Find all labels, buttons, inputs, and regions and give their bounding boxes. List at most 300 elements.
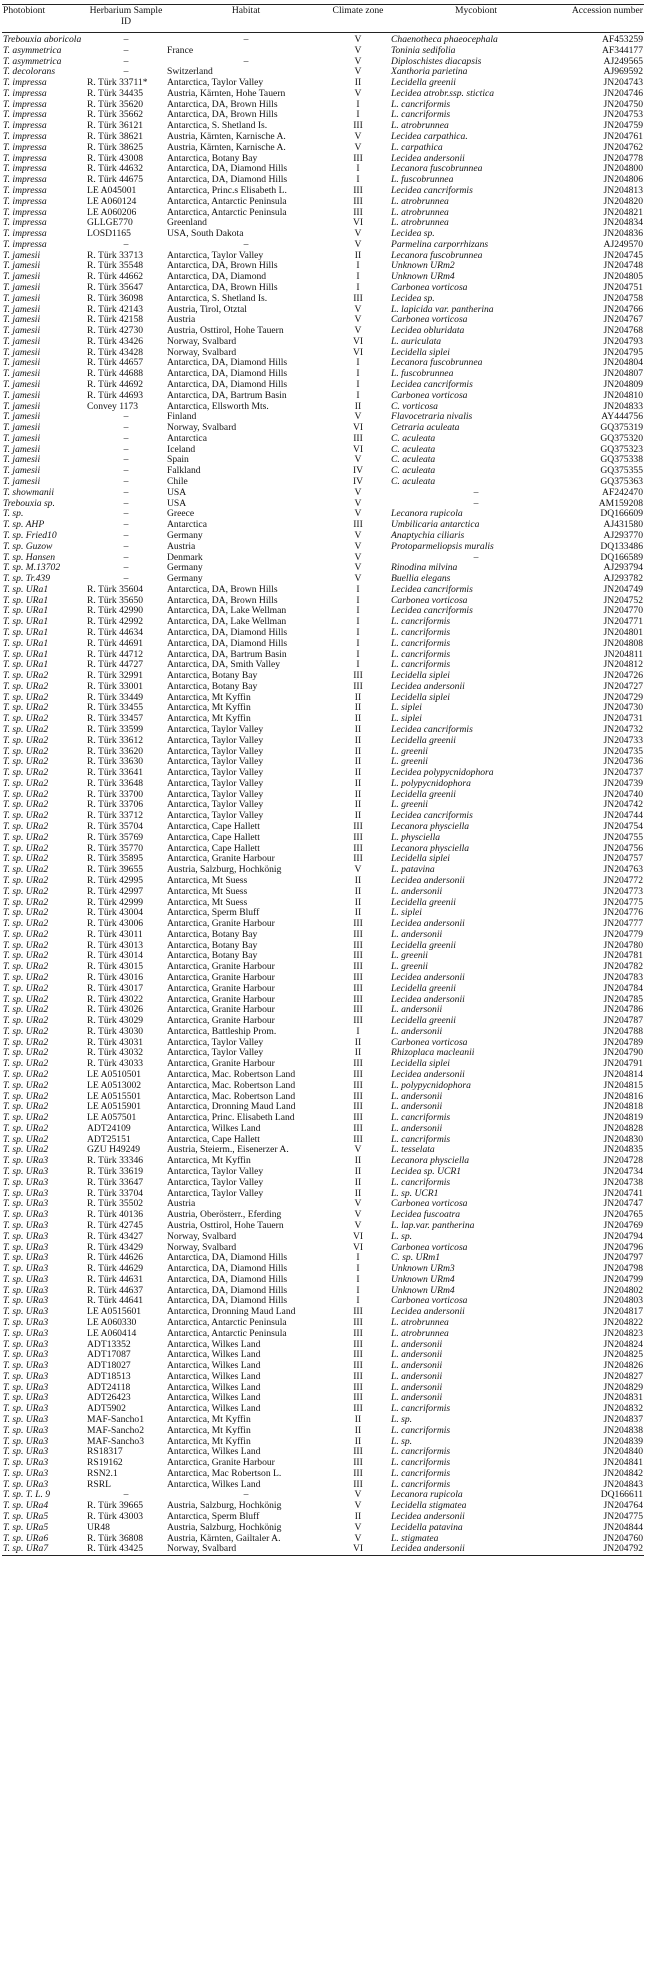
cell-habitat: Antarctica, Mt Kyffin	[167, 1436, 251, 1447]
cell-mycobiont: L. cancriformis	[391, 1134, 451, 1145]
cell-habitat: Austria	[167, 541, 196, 552]
cell-sample-id: ADT18027	[87, 1361, 131, 1372]
cell-mycobiont: Lecidella greenii	[391, 1016, 456, 1027]
cell-habitat: USA	[167, 487, 187, 498]
cell-habitat: Norway, Svalbard	[166, 1544, 326, 1555]
cell-sample-id: RSN2.1	[87, 1468, 118, 1479]
table-row	[2, 499, 644, 510]
cell-sample-id: R. Türk 35770	[87, 843, 144, 854]
cell-mycobiont: Lecidea cancriformis	[391, 584, 473, 595]
cell-mycobiont: Protoparmeliopsis muralis	[391, 541, 494, 552]
cell-sample-id: –	[123, 423, 129, 434]
cell-photobiont: T. jamesii	[3, 358, 41, 369]
cell-photobiont: T. impressa	[3, 121, 47, 132]
cell-habitat: Greenland	[167, 218, 207, 229]
cell-climate-zone: I	[356, 99, 360, 110]
cell-climate-zone: V	[354, 239, 362, 250]
table-row	[2, 639, 644, 650]
table-row	[2, 1210, 644, 1221]
cell-climate-zone: I	[356, 282, 360, 293]
cell-photobiont: T. jamesii	[3, 412, 41, 423]
cell-habitat: Antarctica, Cape Hallett	[167, 822, 260, 833]
cell-mycobiont: L. andersonii	[391, 1091, 443, 1102]
cell-photobiont: T. sp. URa2	[3, 843, 49, 854]
table-row	[2, 197, 644, 208]
table-row	[2, 1307, 644, 1318]
cell-mycobiont: Umbilicaria antarctica	[391, 520, 480, 531]
cell-mycobiont: Lecanora rupicola	[391, 1490, 463, 1501]
cell-accession: JN204805	[603, 272, 643, 283]
cell-accession: JN204743	[603, 78, 643, 89]
cell-sample-id: R. Türk 35620	[87, 99, 144, 110]
header-photobiont: Photobiont	[2, 5, 86, 33]
cell-mycobiont: Lecidella greenii	[391, 735, 456, 746]
cell-climate-zone: I	[356, 272, 360, 283]
cell-accession: JN204772	[603, 875, 643, 886]
cell-habitat: Antarctica, DA, Diamond Hills	[167, 627, 288, 638]
cell-habitat: Antarctica, Wilkes Land	[167, 1339, 261, 1350]
cell-sample-id: R. Türk 43004	[87, 908, 144, 919]
cell-accession: JN204761	[603, 132, 643, 143]
cell-climate-zone: V	[354, 88, 362, 99]
cell-photobiont: T. sp. URa3	[3, 1425, 49, 1436]
cell-accession: AF242470	[601, 487, 643, 498]
cell-sample-id: LOSD1165	[87, 229, 131, 240]
table-row	[2, 391, 644, 402]
cell-photobiont: T. sp. URa4	[3, 1501, 49, 1512]
cell-climate-zone: V	[354, 326, 362, 337]
cell-climate-zone: V	[354, 45, 362, 56]
cell-mycobiont: Chaenotheca phaeocephala	[391, 34, 498, 45]
cell-photobiont: T. sp. URa2	[3, 1016, 49, 1027]
table-row	[2, 1447, 644, 1458]
cell-accession: JN204790	[603, 1048, 643, 1059]
cell-mycobiont: Rinodina milvina	[391, 563, 458, 574]
cell-mycobiont: Lecidea fuscoatra	[391, 1210, 461, 1221]
cell-sample-id: R. Türk 35650	[87, 595, 144, 606]
cell-mycobiont: L. carpathica	[391, 142, 443, 153]
cell-mycobiont: L. andersonii	[391, 886, 443, 897]
table-row	[2, 962, 644, 973]
cell-photobiont: T. impressa	[3, 229, 47, 240]
cell-climate-zone: I	[356, 110, 360, 121]
cell-accession: JN204771	[603, 617, 643, 628]
cell-climate-zone: III	[353, 1371, 363, 1382]
cell-mycobiont: L. andersonii	[391, 1371, 443, 1382]
cell-climate-zone: II	[354, 811, 362, 822]
table-row	[2, 531, 644, 542]
cell-sample-id: R. Türk 35604	[87, 584, 144, 595]
cell-mycobiont: Lecidella siplei	[391, 671, 450, 682]
cell-climate-zone: V	[354, 34, 362, 45]
cell-sample-id: R. Türk 33700	[87, 789, 144, 800]
cell-mycobiont: L. stigmatea	[391, 1533, 439, 1544]
cell-sample-id: R. Türk 33346	[87, 1156, 144, 1167]
cell-mycobiont: Lecidea sp. UCR1	[391, 1167, 462, 1178]
cell-climate-zone: VI	[352, 218, 364, 229]
cell-accession: JN204736	[603, 757, 643, 768]
cell-photobiont: T. sp.	[3, 509, 24, 520]
cell-climate-zone: V	[354, 67, 362, 78]
table-row	[2, 326, 644, 337]
cell-climate-zone: V	[354, 498, 362, 509]
cell-habitat: Denmark	[167, 552, 203, 563]
cell-mycobiont: L. cancriformis	[391, 649, 451, 660]
table-row	[2, 1361, 644, 1372]
cell-mycobiont: L. cancriformis	[391, 99, 451, 110]
table-row	[2, 33, 644, 46]
cell-habitat: Antarctica, Granite Harbour	[167, 972, 275, 983]
cell-accession: JN204782	[603, 962, 643, 973]
cell-sample-id: ADT24109	[87, 1123, 131, 1134]
cell-habitat: Antarctica, Mt Kyffin	[167, 1425, 251, 1436]
cell-photobiont: T. sp. URa3	[3, 1253, 49, 1264]
cell-sample-id: R. Türk 35548	[87, 261, 144, 272]
cell-mycobiont: L. fuscobrunnea	[391, 369, 454, 380]
cell-habitat: Antarctica, DA, Diamond Hills	[167, 638, 288, 649]
cell-accession: JN204786	[603, 1005, 643, 1016]
cell-accession: JN204807	[603, 369, 643, 380]
cell-photobiont: T. sp. URa1	[3, 649, 49, 660]
cell-sample-id: R. Türk 43022	[87, 994, 144, 1005]
table-row	[2, 67, 644, 78]
cell-accession: JN204831	[603, 1393, 643, 1404]
cell-accession: JN204811	[603, 649, 643, 660]
table-row	[2, 844, 644, 855]
cell-mycobiont: Lecanora fuscobrunnea	[391, 250, 483, 261]
cell-climate-zone: III	[353, 962, 363, 973]
cell-habitat: Austria	[167, 1199, 196, 1210]
cell-sample-id: R. Türk 35502	[87, 1199, 144, 1210]
table-row	[2, 1318, 644, 1329]
cell-climate-zone: V	[354, 1501, 362, 1512]
cell-accession: JN204818	[603, 1102, 643, 1113]
cell-photobiont: T. impressa	[3, 99, 47, 110]
cell-climate-zone: I	[356, 638, 360, 649]
cell-sample-id: R. Türk 40136	[87, 1210, 144, 1221]
cell-mycobiont: L. cancriformis	[391, 1479, 451, 1490]
cell-climate-zone: V	[354, 455, 362, 466]
cell-accession: DQ166611	[600, 1490, 643, 1501]
cell-accession: JN204842	[603, 1468, 643, 1479]
cell-photobiont: T. sp. URa3	[3, 1371, 49, 1382]
cell-sample-id: R. Türk 33599	[87, 725, 144, 735]
cell-photobiont: T. sp. URa5	[3, 1512, 49, 1523]
cell-sample-id: R. Türk 32991	[87, 671, 144, 682]
cell-habitat: –	[243, 1490, 249, 1501]
cell-habitat: Antarctica, S. Shetland Is.	[167, 293, 268, 304]
cell-accession: JN204795	[603, 347, 643, 358]
cell-sample-id: –	[123, 487, 129, 498]
cell-sample-id: –	[123, 34, 129, 45]
cell-climate-zone: III	[353, 1080, 363, 1091]
cell-habitat: Antarctica, Wilkes Land	[167, 1350, 261, 1361]
cell-sample-id: MAF-Sancho3	[87, 1436, 145, 1447]
header-accession-number: Accession number	[562, 5, 644, 33]
cell-photobiont: T. sp. URa2	[3, 725, 49, 735]
table-row	[2, 1544, 644, 1555]
cell-climate-zone: VI	[352, 336, 364, 347]
cell-habitat: Antarctica, Antarctic Peninsula	[167, 196, 287, 207]
table-row	[2, 1458, 644, 1469]
table-row	[2, 1264, 644, 1275]
cell-climate-zone: VI	[352, 1231, 364, 1242]
cell-accession: JN204794	[603, 1231, 643, 1242]
cell-accession: JN204827	[603, 1371, 643, 1382]
cell-habitat: Antarctica, Taylor Valley	[167, 1188, 264, 1199]
cell-mycobiont: L. cancriformis	[391, 638, 451, 649]
table-row	[2, 121, 644, 132]
cell-accession: JN204840	[603, 1447, 643, 1458]
table-row	[2, 693, 644, 704]
cell-climate-zone: I	[356, 175, 360, 186]
cell-photobiont: T. sp. URa3	[3, 1404, 49, 1415]
cell-sample-id: R. Türk 42999	[87, 897, 144, 908]
cell-accession: JN204825	[603, 1350, 643, 1361]
cell-mycobiont: Lecidella greenii	[391, 983, 456, 994]
cell-habitat: Antarctica, DA, Diamond Hills	[167, 1274, 288, 1285]
cell-sample-id: –	[123, 56, 129, 67]
cell-climate-zone: II	[354, 714, 362, 725]
cell-mycobiont: L. patavina	[391, 865, 435, 876]
cell-sample-id: R. Türk 33001	[87, 681, 144, 692]
cell-photobiont: T. asymmetrica	[3, 56, 62, 67]
cell-sample-id: –	[123, 444, 129, 455]
cell-climate-zone: V	[354, 563, 362, 574]
cell-accession: JN204816	[603, 1091, 643, 1102]
cell-photobiont: T. asymmetrica	[3, 45, 62, 56]
cell-accession: JN204829	[603, 1382, 643, 1393]
cell-climate-zone: II	[354, 401, 362, 412]
cell-mycobiont: Lecidea cancriformis	[391, 380, 473, 390]
cell-sample-id: –	[123, 541, 129, 552]
cell-climate-zone: I	[356, 1026, 360, 1037]
cell-accession: JN204826	[603, 1361, 643, 1372]
cell-habitat: –	[243, 34, 249, 45]
cell-accession: JN204773	[603, 886, 643, 897]
cell-mycobiont: Lecidea andersonii	[391, 1070, 465, 1080]
table-row	[2, 509, 644, 520]
cell-habitat: Antarctica, Cape Hallett	[167, 832, 260, 843]
cell-mycobiont: Lecanora physciella	[391, 822, 470, 833]
cell-photobiont: T. sp. URa2	[3, 692, 49, 703]
cell-habitat: Antarctica, DA, Brown Hills	[167, 282, 278, 293]
cell-mycobiont: L. greenii	[391, 800, 428, 811]
cell-accession: JN204780	[603, 940, 643, 951]
cell-habitat: Antarctica, Mt Kyffin	[167, 692, 251, 703]
cell-accession: JN204797	[603, 1253, 643, 1264]
cell-photobiont: T. sp. URa2	[3, 1091, 49, 1102]
cell-sample-id: MAF-Sancho2	[87, 1425, 145, 1436]
cell-climate-zone: III	[353, 1307, 363, 1318]
cell-climate-zone: III	[353, 854, 363, 865]
cell-climate-zone: II	[354, 1167, 362, 1178]
cell-climate-zone: I	[356, 1253, 360, 1264]
cell-habitat: Antarctica, Sperm Bluff	[167, 908, 260, 919]
cell-habitat: Antarctica, Mt Suess	[167, 886, 248, 897]
cell-photobiont: T. sp. URa3	[3, 1188, 49, 1199]
cell-mycobiont: L. greenii	[391, 962, 428, 973]
cell-climate-zone: V	[354, 1199, 362, 1210]
cell-habitat: Antarctica, Mt Kyffin	[167, 1415, 251, 1425]
cell-mycobiont: L. lapicida var. pantherina	[391, 304, 494, 315]
cell-sample-id: MAF-Sancho1	[87, 1415, 145, 1425]
cell-photobiont: T. jamesii	[3, 433, 41, 444]
cell-habitat: Antarctica, Antarctic Peninsula	[167, 1317, 287, 1328]
cell-habitat: Antarctica, Granite Harbour	[167, 854, 275, 865]
cell-climate-zone: V	[354, 1220, 362, 1231]
cell-accession: JN204740	[603, 789, 643, 800]
cell-photobiont: T. sp. URa5	[3, 1522, 49, 1533]
cell-habitat: Antarctica, Taylor Valley	[167, 746, 264, 757]
cell-sample-id: R. Türk 43032	[87, 1048, 144, 1059]
cell-habitat: Antarctica, Wilkes Land	[167, 1404, 261, 1415]
cell-climate-zone: V	[354, 304, 362, 315]
table-row	[2, 488, 644, 499]
cell-habitat: Antarctica, Botany Bay	[167, 671, 258, 682]
cell-accession: GQ375319	[600, 423, 643, 434]
cell-habitat: Antarctica, Mac. Robertson Land	[167, 1080, 296, 1091]
cell-climate-zone: III	[353, 1005, 363, 1016]
cell-mycobiont: Unknown URm4	[391, 272, 455, 283]
table-row	[2, 671, 644, 682]
cell-accession: JN204747	[603, 1199, 643, 1210]
cell-photobiont: T. sp. URa3	[3, 1361, 49, 1372]
cell-photobiont: T. jamesii	[3, 272, 41, 283]
table-row	[2, 1490, 644, 1501]
cell-accession: AF344177	[601, 45, 643, 56]
cell-photobiont: T. sp. URa3	[3, 1350, 49, 1361]
cell-accession: JN204833	[603, 401, 643, 412]
cell-photobiont: T. jamesii	[3, 282, 41, 293]
cell-mycobiont: L. cancriformis	[391, 1468, 451, 1479]
cell-habitat: Antarctica, Wilkes Land	[167, 1123, 261, 1134]
cell-sample-id: R. Türk 44727	[87, 660, 144, 671]
cell-photobiont: T. sp. URa1	[3, 617, 49, 628]
cell-habitat: Antarctica, Botany Bay	[167, 681, 258, 692]
cell-habitat: USA	[167, 498, 187, 509]
cell-accession: JN204776	[603, 908, 643, 919]
cell-mycobiont: Lecidea andersonii	[391, 875, 465, 886]
cell-habitat: Falkland	[167, 466, 201, 477]
table-row	[2, 337, 644, 348]
cell-accession: JN204764	[603, 1501, 643, 1512]
cell-photobiont: T. sp. URa2	[3, 778, 49, 789]
cell-sample-id: R. Türk 33641	[87, 768, 144, 779]
table-row	[2, 1167, 644, 1178]
table-row	[2, 876, 644, 887]
cell-photobiont: T. sp. URa2	[3, 832, 49, 843]
cell-photobiont: T. impressa	[3, 78, 47, 89]
cell-accession: AJ293782	[603, 574, 643, 585]
cell-accession: JN204838	[603, 1425, 643, 1436]
cell-mycobiont: Lecidea sp.	[391, 229, 435, 240]
cell-climate-zone: III	[353, 843, 363, 854]
cell-photobiont: T. sp. Guzow	[3, 541, 53, 552]
table-row	[2, 1501, 644, 1512]
cell-habitat: Antarctica, Granite Harbour	[167, 1458, 275, 1469]
cell-climate-zone: III	[353, 929, 363, 940]
cell-accession: JN204727	[603, 681, 643, 692]
table-row	[2, 628, 644, 639]
cell-mycobiont: L. cancriformis	[391, 1458, 451, 1469]
cell-habitat: Antarctica, DA, Brown Hills	[167, 99, 278, 110]
cell-sample-id: –	[123, 1490, 129, 1501]
cell-climate-zone: II	[354, 703, 362, 714]
cell-climate-zone: V	[354, 1490, 362, 1501]
cell-photobiont: T. sp. URa2	[3, 1080, 49, 1091]
table-row	[2, 650, 644, 661]
cell-photobiont: T. sp. URa2	[3, 681, 49, 692]
cell-accession: JN204753	[603, 110, 643, 121]
cell-mycobiont: –	[473, 487, 479, 498]
cell-accession: JN204760	[603, 1533, 643, 1544]
cell-habitat: Antarctica, Granite Harbour	[167, 962, 275, 973]
cell-photobiont: T. sp. URa6	[3, 1533, 49, 1544]
table-row	[2, 208, 644, 219]
cell-accession: AJ249570	[603, 239, 643, 250]
cell-mycobiont: L. andersonii	[391, 1382, 443, 1393]
cell-climate-zone: III	[353, 972, 363, 983]
table-row	[2, 164, 644, 175]
cell-sample-id: R. Türk 36098	[87, 293, 144, 304]
cell-photobiont: T. sp. URa2	[3, 1026, 49, 1037]
cell-mycobiont: Lecidella patavina	[391, 1522, 463, 1533]
cell-habitat: Antarctica, Taylor Valley	[167, 725, 264, 735]
cell-mycobiont: Toninia sedifolia	[391, 45, 456, 56]
cell-habitat: Antarctica, DA, Diamond Hills	[167, 1264, 288, 1275]
table-row	[2, 1102, 644, 1113]
cell-accession: JN204731	[603, 714, 643, 725]
table-row	[2, 100, 644, 111]
cell-climate-zone: III	[353, 196, 363, 207]
cell-photobiont: T. sp. URa2	[3, 972, 49, 983]
cell-photobiont: T. jamesii	[3, 401, 41, 412]
cell-accession: JN204839	[603, 1436, 643, 1447]
cell-climate-zone: II	[354, 875, 362, 886]
cell-habitat: Austria, Salzburg, Hochkönig	[167, 865, 282, 876]
cell-accession: GQ375323	[600, 444, 643, 455]
table-row	[2, 941, 644, 952]
cell-climate-zone: III	[353, 1468, 363, 1479]
cell-sample-id: R. Türk 44688	[87, 369, 144, 380]
table-row	[2, 1038, 644, 1049]
table-row	[2, 1156, 644, 1167]
cell-photobiont: T. sp. URa2	[3, 994, 49, 1005]
cell-mycobiont: L. cancriformis	[391, 1404, 451, 1415]
cell-habitat: Antarctica, Dronning Maud Land	[167, 1307, 296, 1318]
cell-accession: JN204821	[603, 207, 643, 218]
cell-climate-zone: III	[353, 121, 363, 132]
table-row	[2, 1534, 644, 1545]
cell-mycobiont: Lecanora rupicola	[391, 509, 463, 520]
cell-sample-id: ADT5902	[87, 1404, 126, 1415]
cell-mycobiont: Lecidella siplei	[391, 692, 450, 703]
cell-accession: AF453259	[601, 34, 643, 45]
cell-photobiont: T. sp. URa3	[3, 1382, 49, 1393]
cell-climate-zone: III	[353, 1059, 363, 1070]
table-row	[2, 143, 644, 154]
cell-sample-id: UR48	[87, 1522, 110, 1533]
table-row	[2, 218, 644, 229]
cell-accession: JN204796	[603, 1242, 643, 1253]
cell-photobiont: T. sp. URa2	[3, 1123, 49, 1134]
cell-photobiont: T. impressa	[3, 239, 47, 250]
cell-habitat: Antarctica, Granite Harbour	[167, 1016, 275, 1027]
cell-climate-zone: III	[353, 1134, 363, 1145]
table-row	[2, 898, 644, 909]
cell-sample-id: R. Türk 42997	[87, 886, 144, 897]
